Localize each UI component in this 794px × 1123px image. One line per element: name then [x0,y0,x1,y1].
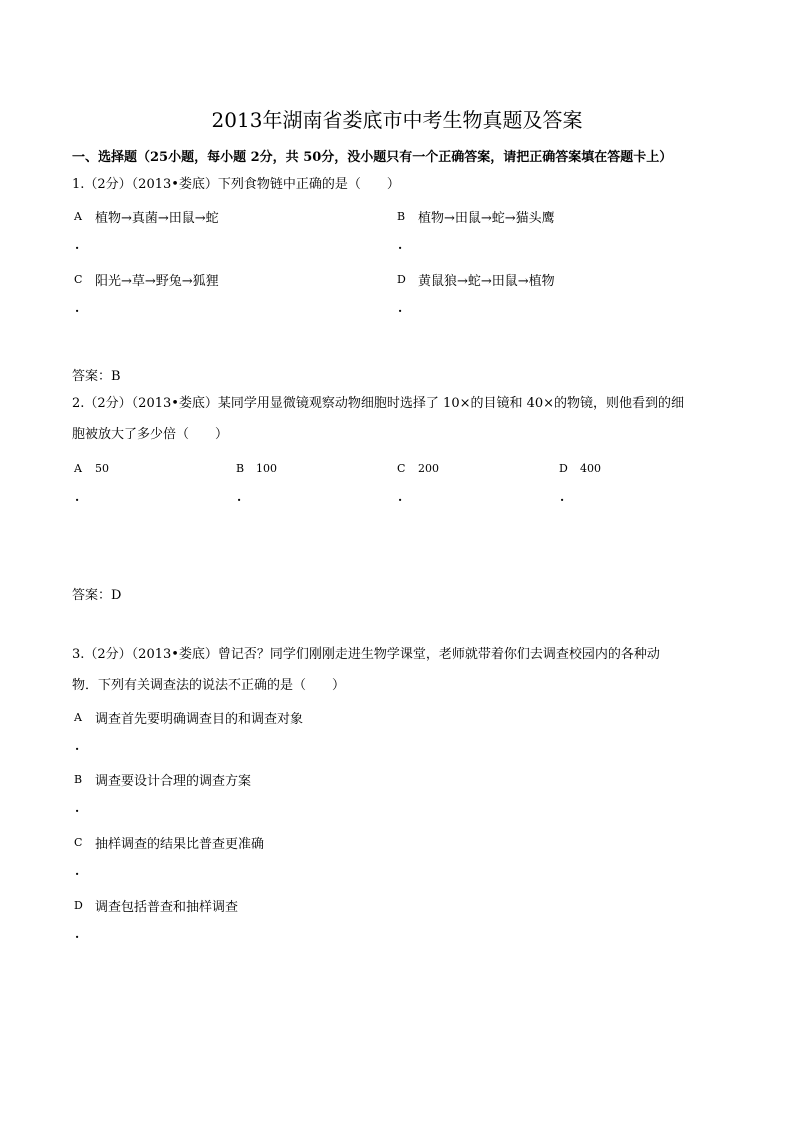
q1-option-c-letter: C [74,273,83,286]
q3-option-b-letter: B [74,773,83,786]
q2-option-d-dot: . [560,490,565,504]
q3-option-c-letter: C [74,836,83,849]
q2-option-b-dot: . [237,490,242,504]
q1-answer: 答案：B [72,369,121,384]
q3-option-a-letter: A [74,711,82,724]
q1-option-d-text: 黄鼠狼→蛇→田鼠→植物 [418,274,555,289]
question-3-stem-line-1: 3.（2分）（2013•娄底）曾记否？同学们刚刚走进生物学课堂，老师就带着你们去调查校园内的各种动 [72,647,660,662]
question-2-stem-line-1: 2.（2分）（2013•娄底）某同学用显微镜观察动物细胞时选择了 10×的目镜和 40×的物镜，则他看到的细 [72,396,685,411]
q3-option-a-dot: . [75,739,80,753]
q1-option-b-letter: B [397,210,406,223]
q3-option-a-text: 调查首先要明确调查目的和调查对象 [95,712,304,727]
q1-option-d-letter: D [397,273,406,286]
q1-option-c-dot: . [75,301,80,315]
q2-option-d-text: 400 [580,462,601,475]
q1-option-b-text: 植物→田鼠→蛇→猫头鹰 [418,211,555,226]
q2-option-c-letter: C [397,462,406,475]
q1-option-d-dot: . [398,301,403,315]
q1-option-c-text: 阳光→草→野兔→狐狸 [95,274,219,289]
q2-option-b-letter: B [236,462,245,475]
q2-option-c-dot: . [398,490,403,504]
q3-option-d-letter: D [74,899,83,912]
q3-option-b-dot: . [75,801,80,815]
q2-option-c-text: 200 [418,462,439,475]
q3-option-b-text: 调查要设计合理的调查方案 [95,774,252,789]
q3-option-d-text: 调查包括普查和抽样调查 [95,900,239,915]
section-heading: 一、选择题（25小题，每小题 2分，共 50分，没小题只有一个正确答案，请把正确答案填在答题卡上） [72,150,673,165]
q1-option-a-dot: . [75,238,80,252]
question-2-stem-line-2: 胞被放大了多少倍（ ） [72,427,229,442]
q2-option-a-text: 50 [95,462,109,475]
q2-option-a-letter: A [74,462,82,475]
q2-option-d-letter: D [559,462,568,475]
q1-option-a-text: 植物→真菌→田鼠→蛇 [95,211,219,226]
q2-option-b-text: 100 [256,462,277,475]
q3-option-c-text: 抽样调查的结果比普查更准确 [95,837,265,852]
q1-option-b-dot: . [398,238,403,252]
q2-option-a-dot: . [75,490,80,504]
question-1-stem: 1.（2分）（2013•娄底）下列食物链中正确的是（ ） [72,177,400,192]
question-3-stem-line-2: 物．下列有关调查法的说法不正确的是（ ） [72,678,346,693]
q3-option-d-dot: . [75,927,80,941]
q1-option-a-letter: A [74,210,82,223]
document-title: 2013年湖南省娄底市中考生物真题及答案 [211,108,583,132]
q3-option-c-dot: . [75,864,80,878]
q2-answer: 答案：D [72,588,122,603]
